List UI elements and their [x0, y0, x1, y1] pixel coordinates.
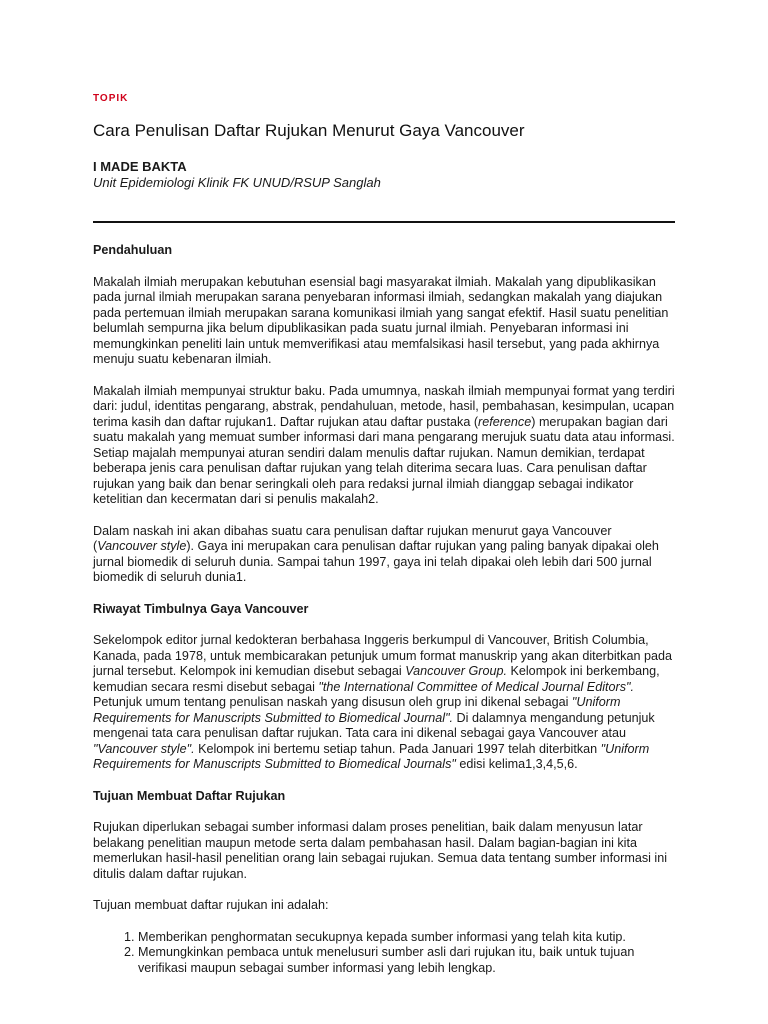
paragraph: [93, 384, 677, 508]
text-run: ). Gaya ini merupakan cara penulisan daftar rujukan yang paling banyak dipakai oleh jurnal biomedik di seluruh dunia. Sampai tahun 1997, gaya ini telah dipakai oleh lebih dari 500 jurnal biomedik di seluruh dunia1.: [93, 539, 659, 584]
paragraph: [93, 633, 677, 773]
article-title: Cara Penulisan Daftar Rujukan Menurut Gaya Vancouver: [93, 121, 525, 140]
text-run: Kelompok ini berkembang, kemudian secara resmi disebut sebagai: [93, 664, 660, 694]
author-name: I MADE BAKTA: [93, 159, 187, 174]
italic-term: "the International Committee of Medical Journal Editors".: [318, 679, 634, 694]
list-item: 2. Memungkinkan pembaca untuk menelusuri sumber asli dari rujukan itu, baik untuk tujuan verifikasi maupun sebagai sumber informasi yang lebih lengkap.: [138, 945, 677, 976]
text-run: Petunjuk umum tentang penulisan naskah yang disusun oleh grup ini dikenal sebagai: [93, 695, 572, 709]
italic-term: Vancouver style: [97, 539, 187, 553]
paragraph: [93, 524, 677, 586]
section-heading-riwayat: Riwayat Timbulnya Gaya Vancouver: [93, 601, 309, 616]
paragraph: Rujukan diperlukan sebagai sumber informasi dalam proses penelitian, baik dalam menyusun latar belakang penelitian maupun metode serta dalam pembahasan hasil. Dalam bagian-bagian ini kita memerlukan hasil-hasil penelitian orang lain sebagai rujukan. Semua data tentang sumber informasi ini ditulis dalam daftar rujukan.: [93, 820, 668, 881]
text-run: ) merupakan bagian dari suatu makalah yang memuat sumber informasi dari mana pengarang merujuk suatu data atau informasi. Setiap majalah mempunyai aturan sendiri dalam menulis daftar rujukan. Namun demikian, terdapat beberapa jenis cara penulisan daftar rujukan yang telah diterima secara luas. Cara penulisan daftar rujukan yang baik dan benar seringkali oleh para redaksi jurnal ilmiah dianggap sebagai indikator ketelitian dan kecermatan dari si penulis makalah2.: [93, 414, 675, 506]
section-heading-pendahuluan: Pendahuluan: [93, 243, 173, 257]
italic-term: Vancouver Group.: [405, 664, 507, 678]
text-run: Makalah ilmiah mempunyai struktur baku. Pada umumnya, naskah ilmiah mempunyai format yang terdiri dari: judul, identitas pengarang, abstrak, pendahuluan, metode, hasil, pembahasan, kesimpulan, ucapan terima kasih dan daftar rujukan1. Daftar rujukan atau daftar pustaka (: [93, 383, 675, 429]
list-item: 1. Memberikan penghormatan secukupnya kepada sumber informasi yang telah kita kutip.: [138, 930, 677, 946]
author-affiliation: Unit Epidemiologi Klinik FK UNUD/RSUP Sanglah: [93, 175, 381, 190]
text-run: Di dalamnya mengandung petunjuk mengenai tata cara penulisan daftar rujukan. Tata cara ini dikenal sebagai gaya Vancouver atau: [93, 710, 655, 740]
text-run: edisi kelima1,3,4,5,6.: [455, 757, 578, 771]
italic-term: "Uniform Requirements for Manuscripts Submitted to Biomedical Journals": [93, 741, 650, 771]
text-run: Dalam naskah ini akan dibahas suatu cara penulisan daftar rujukan menurut gaya Vancouver (: [93, 523, 612, 553]
header-divider: [93, 221, 675, 223]
article-body: [93, 243, 677, 976]
paragraph: Tujuan membuat daftar rujukan ini adalah:: [93, 898, 329, 912]
ordered-list: [93, 930, 677, 977]
italic-term: "Vancouver style".: [93, 741, 195, 756]
topic-label: TOPIK: [93, 93, 129, 104]
text-run: Kelompok ini bertemu setiap tahun. Pada Januari 1997 telah diterbitkan: [194, 741, 601, 756]
text-run: Sekelompok editor jurnal kedokteran berbahasa Inggeris berkumpul di Vancouver, British Columbia, Kanada, pada 1978, untuk membicarakan petunjuk umum format manuskrip yang akan diterbitkan pada jurnal tersebut. Kelompok ini kemudian disebut sebagai: [93, 633, 672, 678]
paragraph: Makalah ilmiah merupakan kebutuhan esensial bagi masyarakat ilmiah. Makalah yang dipublikasikan pada jurnal ilmiah merupakan sarana penyebaran informasi ilmiah, sedangkan makalah yang diajukan pada pertemuan ilmiah merupakan sarana komunikasi ilmiah yang sangat efektif. Hasil suatu penelitian belumlah sempurna jika belum dipublikasikan pada suatu jurnal ilmiah. Penyebaran informasi ini memungkinkan peneliti lain untuk memverifikasi atau memfalsikasi hasil tersebut, yang pada akhirnya menuju suatu kebenaran ilmiah.: [93, 274, 669, 366]
italic-term: reference: [478, 414, 532, 429]
section-heading-tujuan: Tujuan Membuat Daftar Rujukan: [93, 788, 286, 803]
italic-term: "Uniform Requirements for Manuscripts Submitted to Biomedical Journal".: [93, 695, 621, 725]
